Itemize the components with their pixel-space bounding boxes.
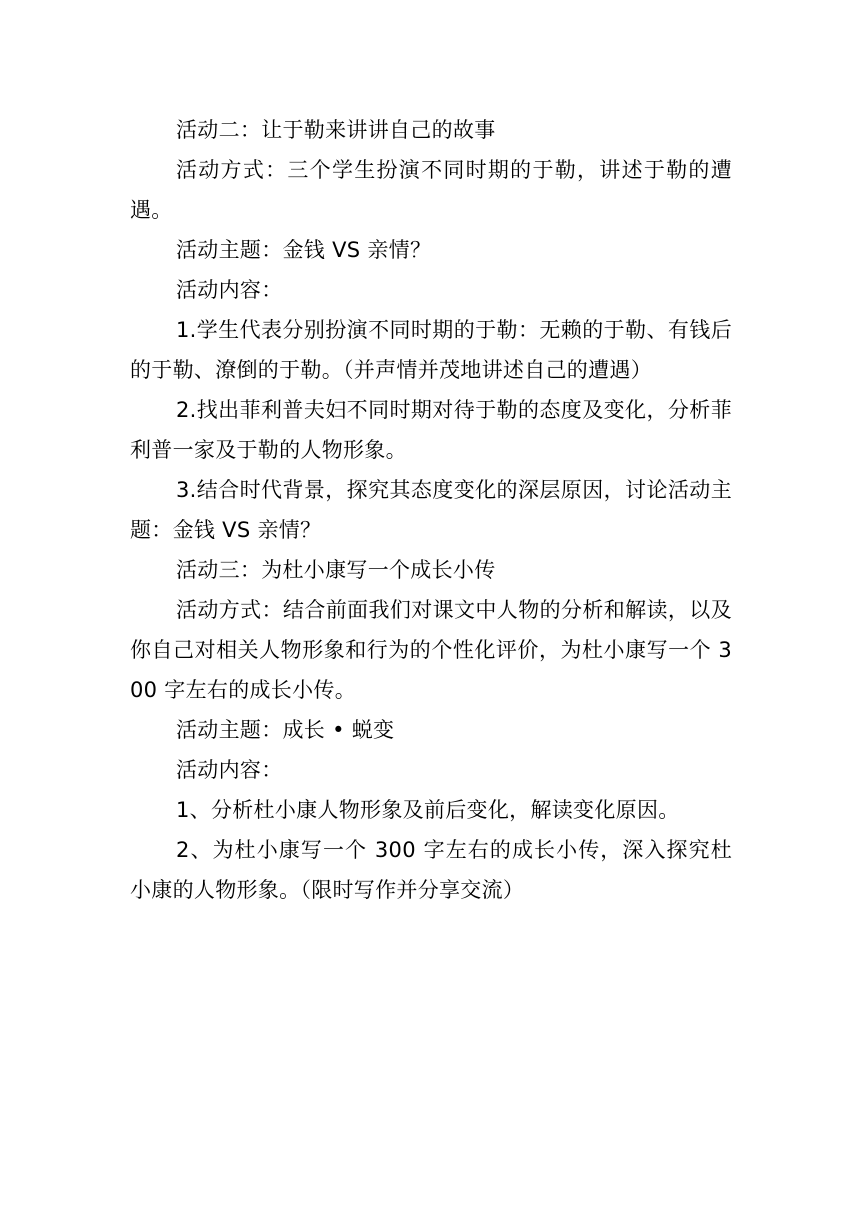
activity-two-method: 活动方式：三个学生扮演不同时期的于勒，讲述于勒的遭遇。 [130, 158, 732, 222]
activity-two-content-label: 活动内容： [176, 278, 283, 302]
activity-two-heading: 活动二：让于勒来讲讲自己的故事 [176, 118, 496, 142]
activity-three-item-1: 1、分析杜小康人物形象及前后变化，解读变化原因。 [176, 798, 680, 822]
activity-two-item-1: 1.学生代表分别扮演不同时期的于勒：无赖的于勒、有钱后的于勒、潦倒的于勒。（并声情并茂地讲述自己的遭遇） [130, 318, 732, 382]
activity-two-item-3: 3.结合时代背景，探究其态度变化的深层原因，讨论活动主题：金钱 VS 亲情？ [130, 478, 732, 542]
activity-two-item-2: 2.找出菲利普夫妇不同时期对待于勒的态度及变化，分析菲利普一家及于勒的人物形象。 [130, 398, 732, 462]
activity-three-theme: 活动主题：成长 • 蜕变 [176, 718, 395, 742]
activity-two-theme: 活动主题：金钱 VS 亲情？ [176, 238, 432, 262]
activity-three-item-2: 2、为杜小康写一个 300 字左右的成长小传，深入探究杜小康的人物形象。（限时写作并分享交流） [130, 838, 732, 902]
activity-three-method: 活动方式：结合前面我们对课文中人物的分析和解读，以及你自己对相关人物形象和行为的个性化评价，为杜小康写一个 300 字左右的成长小传。 [130, 598, 732, 702]
document-body [130, 110, 732, 910]
activity-three-heading: 活动三：为杜小康写一个成长小传 [176, 558, 496, 582]
activity-three-content-label: 活动内容： [176, 758, 283, 782]
